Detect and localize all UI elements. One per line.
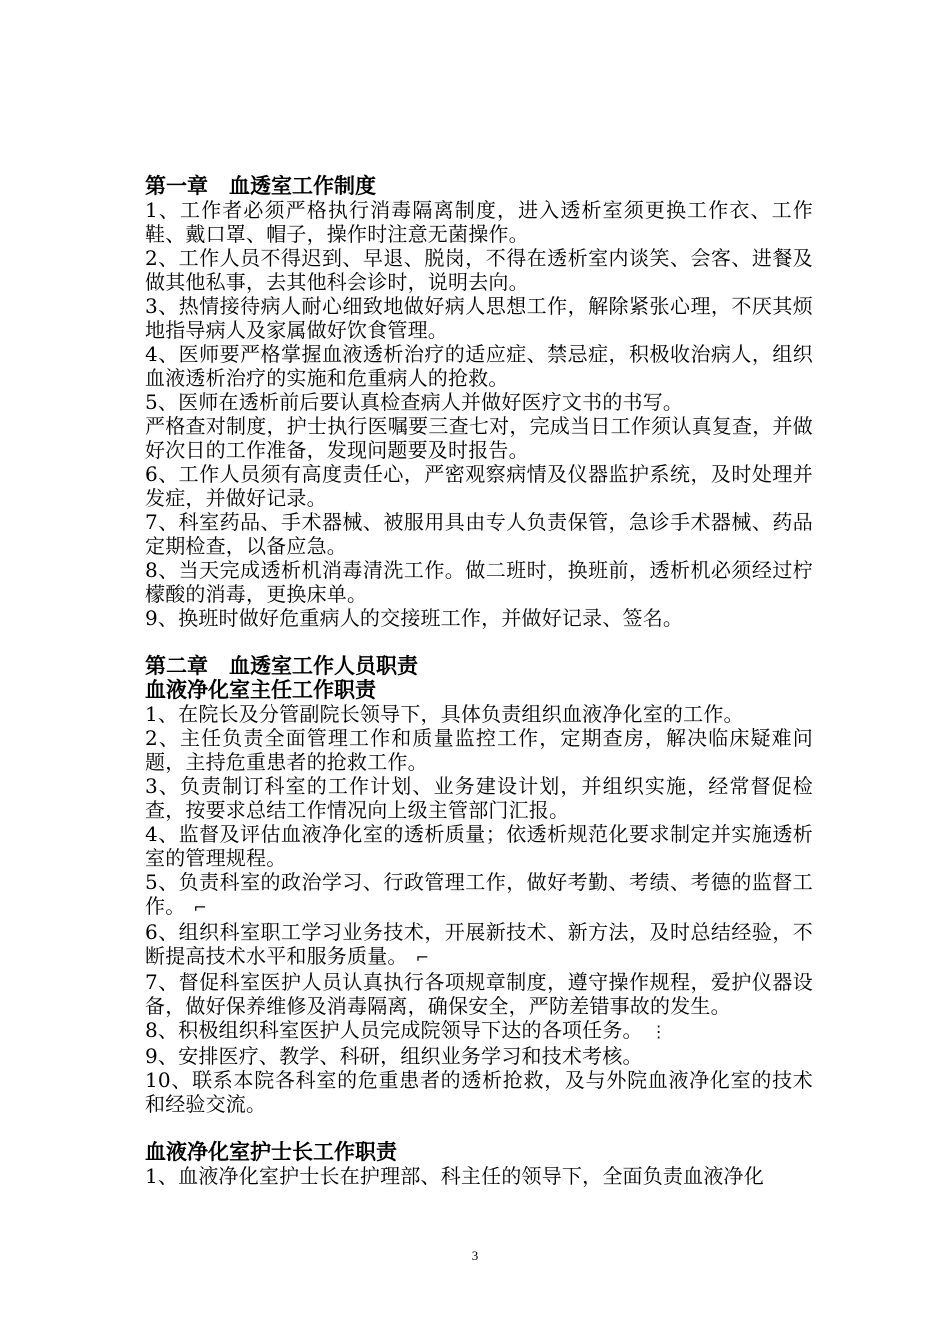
section-gap — [145, 630, 813, 654]
director-para-8-text: 8、积极组织科室医护人员完成院领导下达的各项任务。 — [145, 1018, 643, 1042]
director-duties-title: 血液净化室主任工作职责 — [145, 677, 376, 702]
chapter2-title: 第二章 血透室工作人员职责 — [145, 653, 418, 678]
edit-mark-icon: ⌐ — [415, 948, 430, 967]
chapter1-para-2: 2、工作人员不得迟到、早退、脱岗，不得在透析室内谈笑、会客、进餐及做其他私事，去其他科会诊时，说明去向。 — [145, 246, 813, 294]
chapter1-title: 第一章 血透室工作制度 — [145, 173, 376, 198]
director-para-7: 7、督促科室医护人员认真执行各项规章制度，遵守操作规程，爱护仪器设备，做好保养维修及消毒隔离，确保安全，严防差错事故的发生。 — [145, 970, 813, 1018]
chapter1-para-1: 1、工作者必须严格执行消毒隔离制度，进入透析室须更换工作衣、工作鞋、戴口罩、帽子，操作时注意无菌操作。 — [145, 198, 813, 246]
director-para-10: 10、联系本院各科室的危重患者的透析抢救，及与外院血液净化室的技术和经验交流。 — [145, 1068, 813, 1116]
director-para-5-text: 5、负责科室的政治学习、行政管理工作，做好考勤、考绩、考德的监督工作。 — [145, 870, 813, 918]
head-nurse-para-1: 1、血液净化室护士长在护理部、科主任的领导下，全面负责血液净化 — [145, 1164, 764, 1188]
chapter1-para-9: 8、当天完成透析机消毒清洗工作。做二班时，换班前，透析机必须经过柠檬酸的消毒，更换床单。 — [145, 558, 813, 606]
director-para-6 — [145, 920, 813, 970]
director-para-2: 2、主任负责全面管理工作和质量监控工作，定期查房，解决临床疑难问题，主持危重患者的抢救工作。 — [145, 726, 813, 774]
chapter1-para-10: 9、换班时做好危重病人的交接班工作，并做好记录、签名。 — [145, 606, 684, 630]
section-gap — [145, 1116, 813, 1140]
head-nurse-duties-title: 血液净化室护士长工作职责 — [145, 1139, 397, 1164]
edit-mark-icon: ⌐ — [193, 898, 208, 917]
document-body — [145, 174, 813, 1188]
director-para-9: 9、安排医疗、教学、科研，组织业务学习和技术考核。 — [145, 1044, 643, 1068]
chapter1-para-3: 3、热情接待病人耐心细致地做好病人思想工作，解除紧张心理，不厌其烦地指导病人及家属做好饮食管理。 — [145, 294, 813, 342]
director-para-5 — [145, 870, 813, 920]
chapter1-para-5: 5、医师在透析前后要认真检查病人并做好医疗文书的书写。 — [145, 390, 684, 414]
chapter1-para-8: 7、科室药品、手术器械、被服用具由专人负责保管，急诊手术器械、药品定期检查，以备应急。 — [145, 510, 813, 558]
director-para-8 — [145, 1018, 813, 1044]
page-number: 3 — [471, 1248, 479, 1263]
chapter1-para-4: 4、医师要严格掌握血液透析治疗的适应症、禁忌症，积极收治病人，组织血液透析治疗的实施和危重病人的抢救。 — [145, 342, 813, 390]
chapter1-para-7: 6、工作人员须有高度责任心，严密观察病情及仪器监护系统，及时处理并发症，并做好记录。 — [145, 462, 813, 510]
chapter1-para-6: 严格查对制度，护士执行医嘱要三查七对，完成当日工作须认真复查，并做好次日的工作准备，发现问题要及时报告。 — [145, 414, 813, 462]
director-para-3: 3、负责制订科室的工作计划、业务建设计划，并组织实施，经常督促检查，按要求总结工作情况向上级主管部门汇报。 — [145, 774, 813, 822]
director-para-6-text: 6、组织科室职工学习业务技术，开展新技术、新方法，及时总结经验，不断提高技术水平和服务质量。 — [145, 920, 813, 968]
director-para-4: 4、监督及评估血液净化室的透析质量；依透析规范化要求制定并实施透析室的管理规程。 — [145, 822, 813, 870]
director-para-1: 1、在院长及分管副院长领导下，具体负责组织血液净化室的工作。 — [145, 702, 744, 726]
dots-mark-icon: ⋮ — [650, 1022, 667, 1041]
